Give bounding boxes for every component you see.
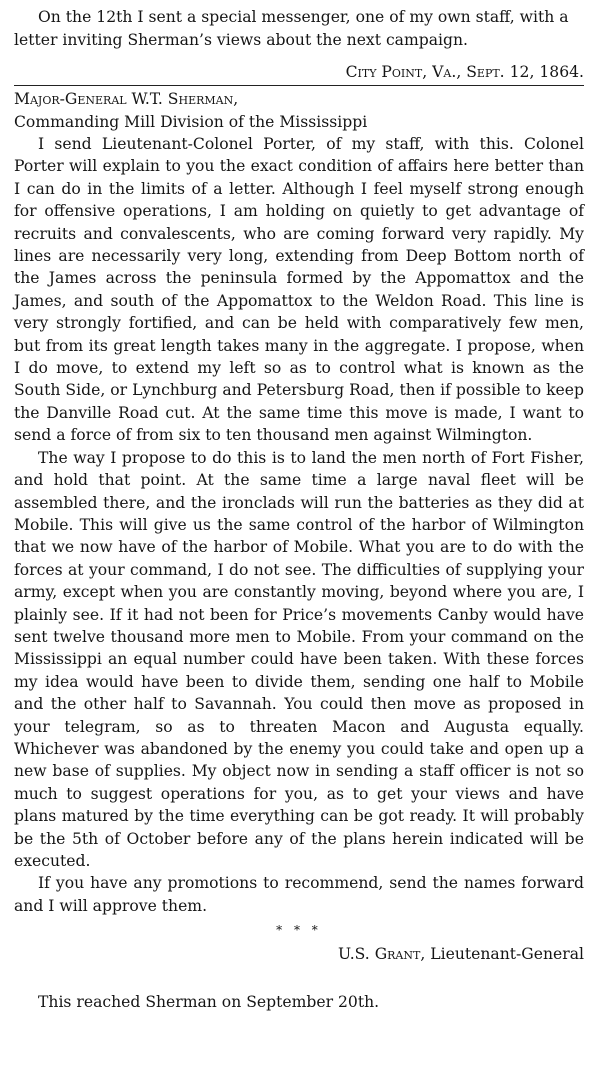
header-rule bbox=[14, 85, 584, 86]
addressee-name: Major-General W.T. Sherman, bbox=[14, 90, 239, 108]
addressee-title: Commanding Mill Division of the Mississippi bbox=[14, 112, 368, 131]
letter-paragraph-3: If you have any promotions to recommend, send the names forward and I will approve them. bbox=[14, 874, 584, 915]
letter-paragraph-1: I send Lieutenant-Colonel Porter, of my staff, with this. Colonel Porter will explain to you the exact condition of affairs here better than I can do in the limits of a letter. Although I feel myself strong enough for offensive operations, I am holding on quietly to get advantage of recruits and convalescents, who are coming forward very rapidly. My lines are necessarily very long, extending from Deep Bottom north of the James across the peninsula formed by the Appomattox and the James, and south of the Appomattox to the Weldon Road. This line is very strongly fortified, and can be held with comparatively few men, but from its great length takes many in the aggregate. I propose, when I do move, to extend my left so as to control what is known as the South Side, or Lynchburg and Petersburg Road, then if possible to keep the Danville Road cut. At the same time this move is made, I want to send a force of from six to ten thousand men against Wilmington. bbox=[14, 135, 584, 445]
signature-rank: Lieutenant-General bbox=[430, 945, 584, 964]
section-stars: * * * bbox=[276, 923, 322, 938]
addressee-block bbox=[14, 88, 584, 133]
signature-line bbox=[14, 943, 584, 965]
signature-name: U.S. Grant, bbox=[337, 945, 426, 964]
closing-paragraph: This reached Sherman on September 20th. bbox=[38, 993, 380, 1012]
letter-paragraph-2: The way I propose to do this is to land the men north of Fort Fisher, and hold that point. At the same time a large naval fleet will be assembled there, and the ironclads will run the batteries as they did at Mobile. This will give us the same control of the harbor of Wilmington that we now have of the harbor of Mobile. What you are to do with the forces at your command, I do not see. The difficulties of supplying your army, except when you are constantly moving, beyond where you are, I plainly see. If it had not been for Price’s movements Canby would have sent twelve thousand more men to Mobile. From your command on the Mississippi an equal number could have been taken. With these forces my idea would have been to divide them, sending one half to Mobile and the other half to Savannah. You could then move as proposed in your telegram, so as to threaten Macon and Augusta equally. Whichever was abandoned by the enemy you could take and open up a new base of supplies. My object now in sending a staff officer is not so much to suggest operations for you, as to get your views and have plans matured by the time everything can be got ready. It will probably be the 5th of October before any of the plans herein indicated will be executed. bbox=[14, 448, 584, 870]
dateline: City Point, Va., Sept. 12, 1864. bbox=[345, 63, 584, 81]
intro-paragraph: On the 12th I sent a special messenger, one of my own staff, with a letter inviting Sherman’s views about the next campaign. bbox=[14, 8, 569, 49]
